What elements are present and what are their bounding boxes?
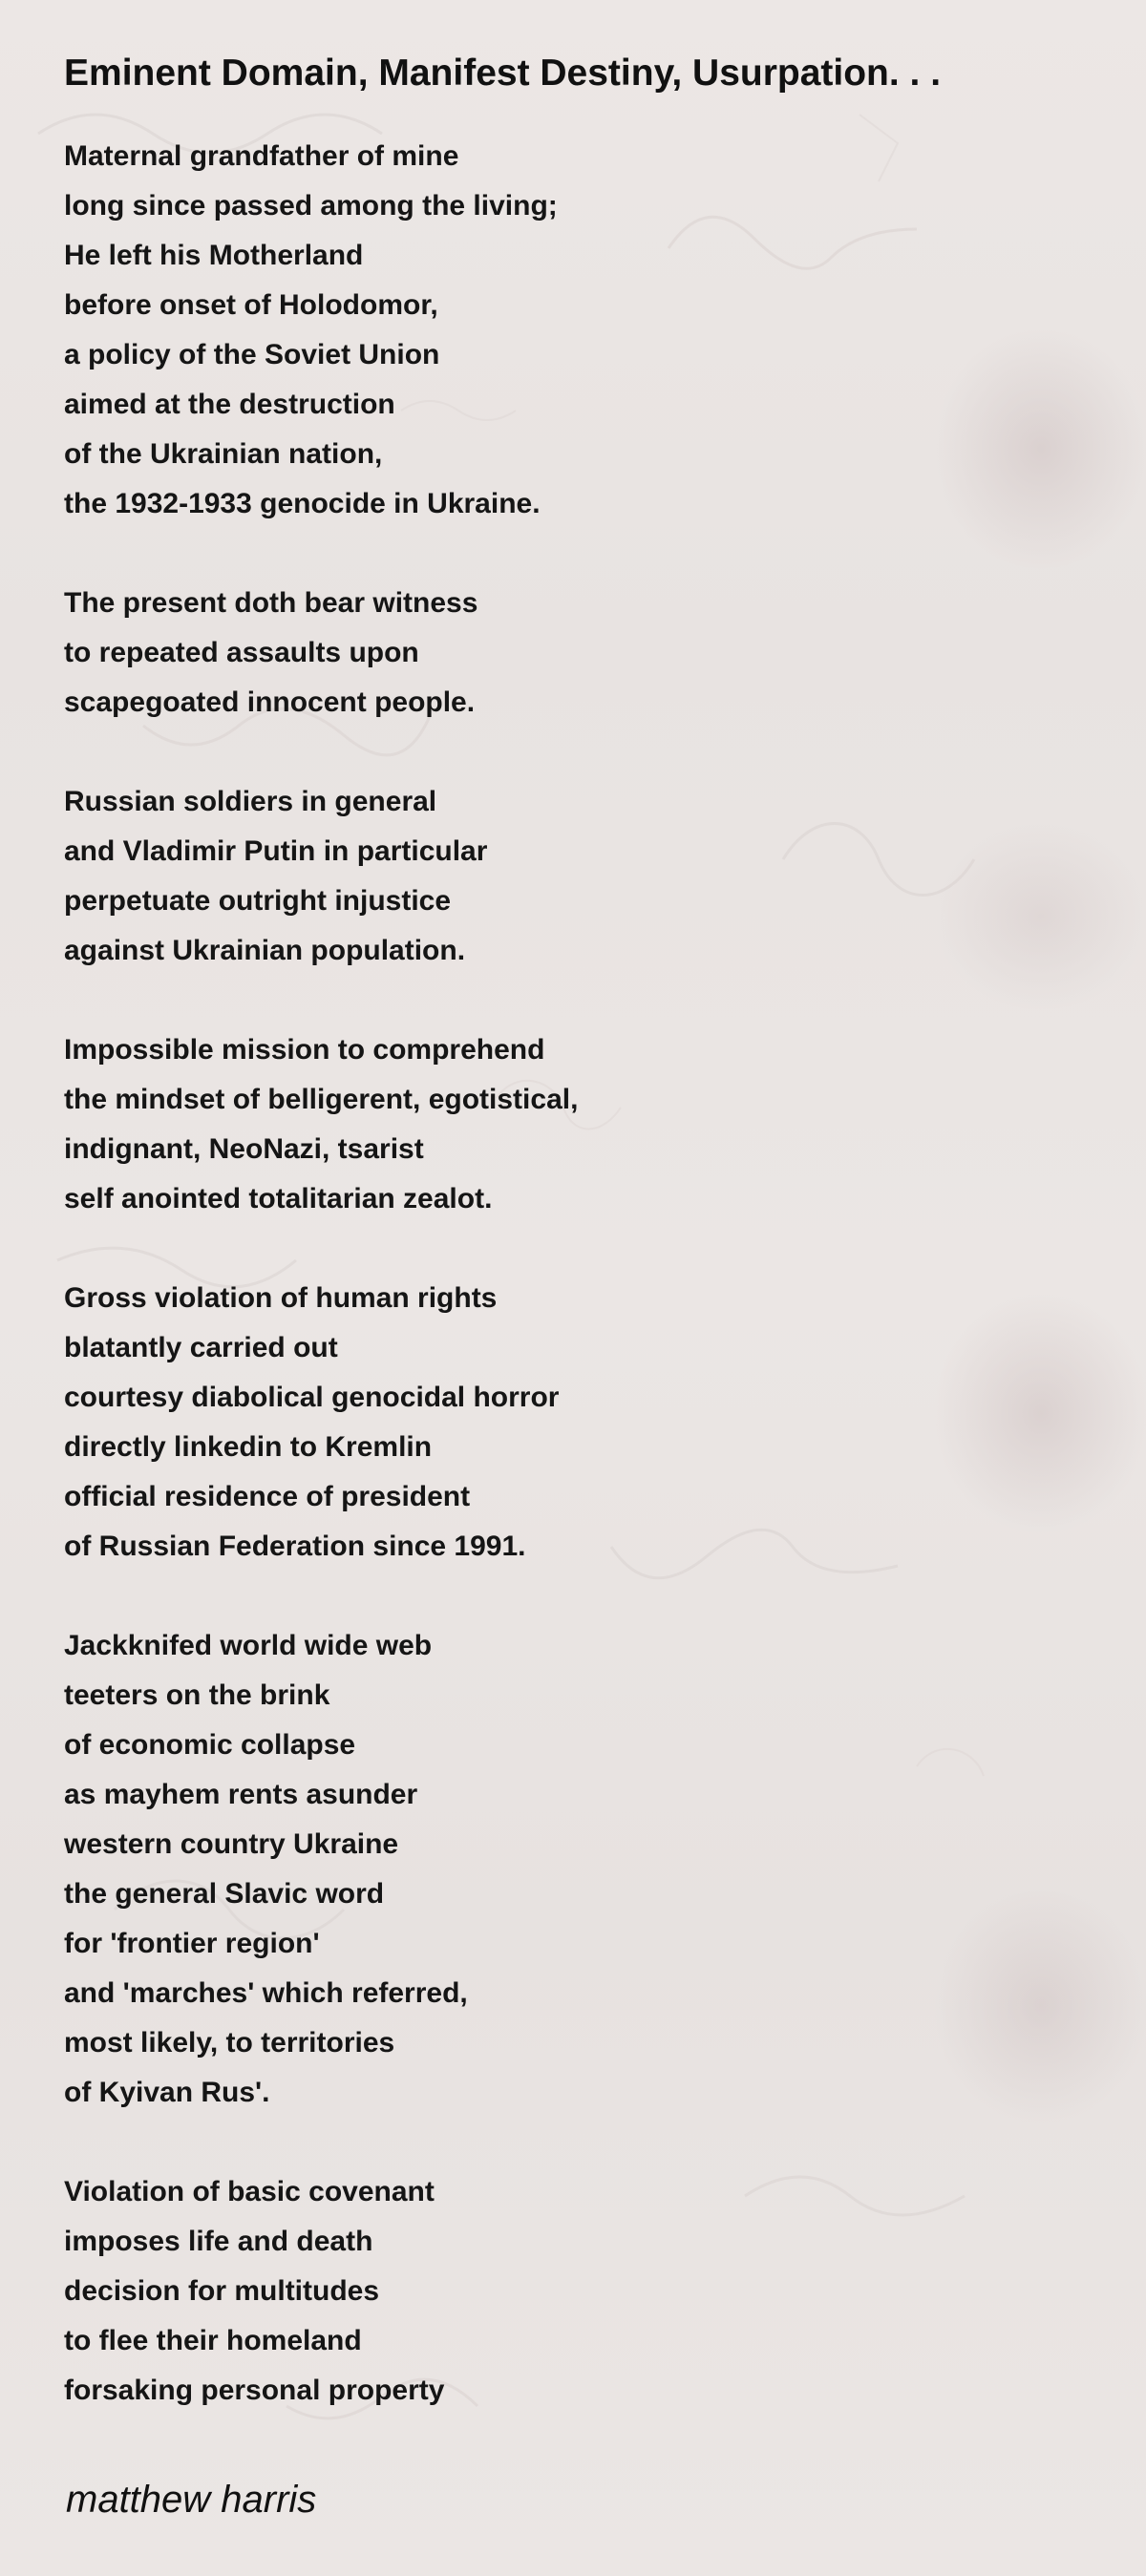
poem-line: long since passed among the living; — [64, 190, 558, 222]
poem-line: for 'frontier region' — [64, 1928, 320, 1959]
poem-line: to repeated assaults upon — [64, 637, 419, 668]
poem-line: most likely, to territories — [64, 2027, 395, 2059]
poem-line: Gross violation of human rights — [64, 1282, 498, 1314]
poem-line: the general Slavic word — [64, 1878, 385, 1910]
poem-line: The present doth bear witness — [64, 587, 478, 619]
poem-line: the mindset of belligerent, egotistical, — [64, 1084, 579, 1115]
poem-line: courtesy diabolical genocidal horror — [64, 1382, 560, 1413]
poem-line: to flee their homeland — [64, 2325, 362, 2356]
poem-line: decision for multitudes — [64, 2275, 380, 2307]
poem-line: Russian soldiers in general — [64, 786, 437, 817]
poem-line: official residence of president — [64, 1481, 471, 1512]
poem-line: of Kyivan Rus'. — [64, 2077, 270, 2108]
poem-line: Impossible mission to comprehend — [64, 1034, 545, 1066]
poem-line: scapegoated innocent people. — [64, 686, 476, 718]
poem-line: Maternal grandfather of mine — [64, 140, 459, 172]
poem-line: imposes life and death — [64, 2226, 373, 2257]
poem-line: against Ukrainian population. — [64, 935, 466, 966]
stanza-5 — [64, 1274, 1095, 1572]
stanza-3 — [64, 777, 1095, 976]
poem-line: aimed at the destruction — [64, 389, 395, 420]
poem-author: matthew harris — [66, 2479, 317, 2521]
poem-line: as mayhem rents asunder — [64, 1779, 418, 1810]
stanza-6 — [64, 1621, 1095, 2118]
poem-line: self anointed totalitarian zealot. — [64, 1183, 493, 1214]
poem — [64, 48, 1095, 2465]
stanza-7 — [64, 2167, 1095, 2416]
poem-line: Jackknifed world wide web — [64, 1630, 433, 1661]
poem-line: He left his Motherland — [64, 240, 364, 271]
poem-line: western country Ukraine — [64, 1828, 399, 1860]
stanza-2 — [64, 579, 1095, 728]
stanza-4 — [64, 1025, 1095, 1224]
poem-line: of the Ukrainian nation, — [64, 438, 383, 470]
poem-line: and 'marches' which referred, — [64, 1977, 468, 2009]
poem-line: forsaking personal property — [64, 2375, 445, 2406]
poem-line: perpetuate outright injustice — [64, 885, 452, 917]
stanza-1 — [64, 132, 1095, 529]
poem-line: of economic collapse — [64, 1729, 356, 1761]
poem-line: a policy of the Soviet Union — [64, 339, 440, 370]
poem-line: of Russian Federation since 1991. — [64, 1531, 526, 1562]
poem-line: Violation of basic covenant — [64, 2176, 435, 2207]
poem-line: indignant, NeoNazi, tsarist — [64, 1133, 424, 1165]
poem-line: and Vladimir Putin in particular — [64, 835, 488, 867]
poem-line: before onset of Holodomor, — [64, 289, 438, 321]
poem-line: blatantly carried out — [64, 1332, 338, 1363]
poem-line: teeters on the brink — [64, 1679, 330, 1711]
poem-line: directly linkedin to Kremlin — [64, 1431, 433, 1463]
poem-title: Eminent Domain, Manifest Destiny, Usurpation. . . — [64, 53, 942, 94]
poem-line: the 1932-1933 genocide in Ukraine. — [64, 488, 541, 519]
